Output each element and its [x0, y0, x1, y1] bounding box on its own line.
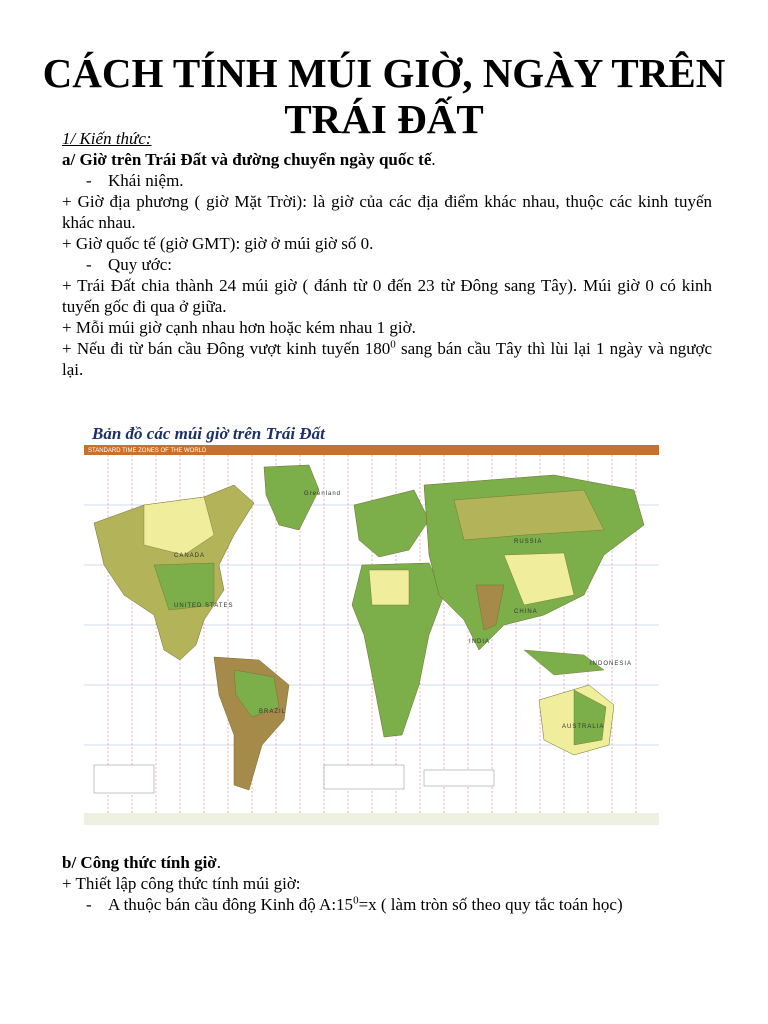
bullet-dash: - [86, 171, 92, 190]
bullet-convention-text: Quy ước: [108, 255, 172, 274]
dateline-text-post: sang bán cầu Tây thì lùi lại 1 ngày và ngược lại. [62, 339, 712, 379]
label-canada: CANADA [174, 553, 206, 559]
map-header-text: STANDARD TIME ZONES OF THE WORLD [88, 448, 207, 454]
subsection-b-heading [62, 852, 712, 873]
degree-superscript: 0 [390, 338, 396, 351]
formula-text-pre: A thuộc bán cầu đông Kinh độ A:15 [108, 895, 354, 914]
bullet-convention [62, 254, 712, 275]
local-time-paragraph: + Giờ địa phương ( giờ Mặt Trời): là giờ của các địa điểm khác nhau, thuộc các kinh tuyến khác nhau. [62, 192, 712, 232]
label-australia: AUSTRALIA [562, 724, 605, 730]
formula-setup-line: + Thiết lập công thức tính múi giờ: [62, 874, 301, 893]
bullet-dash: - [86, 895, 92, 914]
section-1 [62, 128, 712, 380]
subsection-b-heading-bold: b/ Công thức tính giờ [62, 853, 217, 872]
label-greenland: Greenland [304, 491, 342, 497]
map-legend-box-2 [424, 770, 494, 786]
adjacent-zones-paragraph: + Mỗi múi giờ cạnh nhau hơn hoặc kém nhau 1 giờ. [62, 318, 416, 337]
bullet-concept [62, 170, 712, 191]
world-timezone-map [84, 445, 659, 835]
timezones-paragraph: + Trái Đất chia thành 24 múi giờ ( đánh từ 0 đến 23 từ Đông sang Tây). Múi giờ 0 có kinh tuyến gốc đi qua ở giữa. [62, 276, 712, 316]
timezone-map-image [84, 445, 659, 835]
map-bottom-band [84, 813, 659, 825]
degree-superscript: 0 [353, 894, 359, 907]
label-china: CHINA [514, 609, 538, 615]
label-india: INDIA [469, 639, 491, 645]
label-russia: RUSSIA [514, 539, 543, 545]
bullet-formula [62, 894, 712, 915]
subsection-a-heading [62, 149, 712, 170]
label-indonesia: INDONESIA [590, 661, 633, 667]
page-title: CÁCH TÍNH MÚI GIỜ, NGÀY TRÊN TRÁI ĐẤT [42, 50, 726, 142]
label-usa: UNITED STATES [174, 603, 234, 609]
label-brazil: BRAZIL [259, 709, 287, 715]
dateline-text-pre: + Nếu đi từ bán cầu Đông vượt kinh tuyến 180 [62, 339, 391, 358]
dateline-paragraph [62, 338, 712, 380]
bullet-concept-text: Khái niệm. [108, 171, 184, 190]
subsection-b-heading-tail: . [216, 853, 221, 872]
formula-text-post: =x ( làm tròn số theo quy tắc toán học) [358, 895, 623, 914]
section-1-heading: 1/ Kiến thức: [62, 129, 152, 148]
landmass-north-africa [369, 570, 409, 605]
gmt-paragraph: + Giờ quốc tế (giờ GMT): giờ ở múi giờ số 0. [62, 234, 374, 253]
section-b [62, 852, 712, 915]
subsection-a-heading-tail: . [431, 150, 436, 169]
map-scale-box [94, 765, 154, 793]
bullet-dash: - [86, 255, 92, 274]
map-legend-box [324, 765, 404, 789]
map-caption: Bản đồ các múi giờ trên Trái Đất [92, 424, 325, 443]
subsection-a-heading-bold: a/ Giờ trên Trái Đất và đường chuyển ngày quốc tế [62, 150, 432, 169]
